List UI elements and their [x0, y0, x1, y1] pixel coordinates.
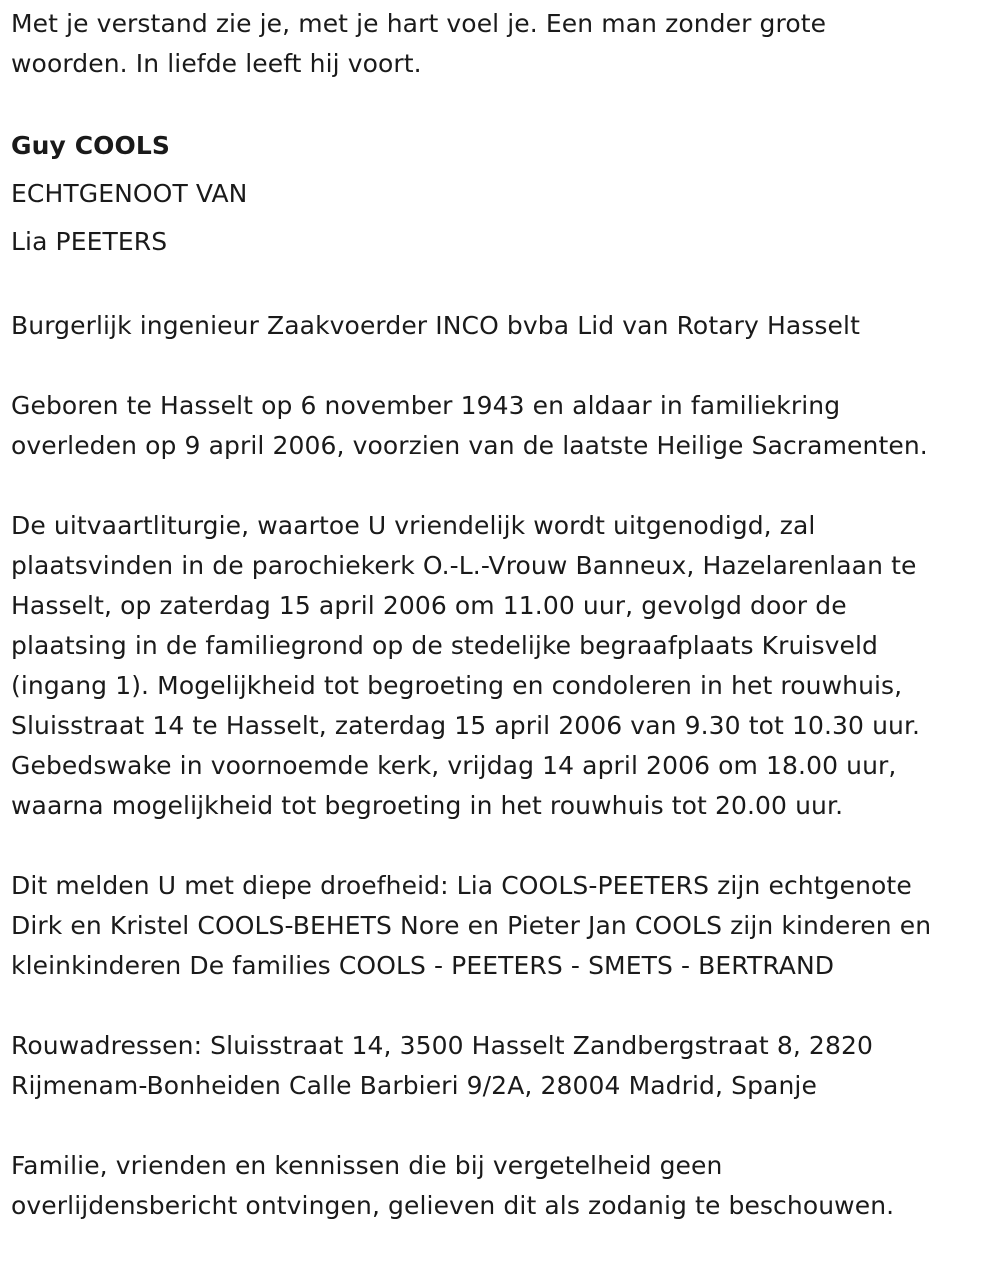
birth-death-paragraph — [11, 386, 991, 466]
funeral-line: plaatsvinden in de parochiekerk O.-L.-Vrouw Banneux, Hazelarenlaan te — [11, 551, 917, 580]
profession-paragraph — [11, 306, 991, 346]
funeral-line: Sluisstraat 14 te Hasselt, zaterdag 15 april 2006 van 9.30 tot 10.30 uur. — [11, 711, 921, 740]
birth-death-line: overleden op 9 april 2006, voorzien van de laatste Heilige Sacramenten. — [11, 431, 928, 460]
family-line: kleinkinderen De families COOLS - PEETERS - SMETS - BERTRAND — [11, 951, 835, 980]
funeral-line: De uitvaartliturgie, waartoe U vriendelijk wordt uitgenodigd, zal — [11, 511, 816, 540]
address-line: Rouwadressen: Sluisstraat 14, 3500 Hasselt Zandbergstraat 8, 2820 — [11, 1031, 873, 1060]
family-paragraph — [11, 866, 991, 986]
deceased-name: Guy COOLS — [11, 131, 171, 160]
birth-death-line: Geboren te Hasselt op 6 november 1943 en aldaar in familiekring — [11, 391, 841, 420]
funeral-line: waarna mogelijkheid tot begroeting in het rouwhuis tot 20.00 uur. — [11, 791, 844, 820]
profession-line: Burgerlijk ingenieur Zaakvoerder INCO bvba Lid van Rotary Hasselt — [11, 311, 860, 340]
family-line: Dit melden U met diepe droefheid: Lia COOLS-PEETERS zijn echtgenote — [11, 871, 912, 900]
closing-line: Familie, vrienden en kennissen die bij vergetelheid geen — [11, 1151, 723, 1180]
deceased-block — [11, 122, 991, 266]
relation-label: ECHTGENOOT VAN — [11, 179, 248, 208]
funeral-line: Hasselt, op zaterdag 15 april 2006 om 11.00 uur, gevolgd door de — [11, 591, 847, 620]
intro-line: Met je verstand zie je, met je hart voel je. Een man zonder grote — [11, 9, 827, 38]
intro-paragraph — [11, 4, 991, 84]
funeral-paragraph — [11, 506, 991, 826]
family-line: Dirk en Kristel COOLS-BEHETS Nore en Pieter Jan COOLS zijn kinderen en — [11, 911, 932, 940]
addresses-paragraph — [11, 1026, 991, 1106]
closing-line: overlijdensbericht ontvingen, gelieven dit als zodanig te beschouwen. — [11, 1191, 895, 1220]
funeral-line: (ingang 1). Mogelijkheid tot begroeting en condoleren in het rouwhuis, — [11, 671, 903, 700]
spouse-name: Lia PEETERS — [11, 227, 168, 256]
funeral-line: Gebedswake in voornoemde kerk, vrijdag 14 april 2006 om 18.00 uur, — [11, 751, 897, 780]
funeral-line: plaatsing in de familiegrond op de stedelijke begraafplaats Kruisveld — [11, 631, 879, 660]
closing-paragraph — [11, 1146, 991, 1226]
obituary-document — [11, 4, 991, 1266]
address-line: Rijmenam-Bonheiden Calle Barbieri 9/2A, 28004 Madrid, Spanje — [11, 1071, 817, 1100]
intro-line: woorden. In liefde leeft hij voort. — [11, 49, 422, 78]
